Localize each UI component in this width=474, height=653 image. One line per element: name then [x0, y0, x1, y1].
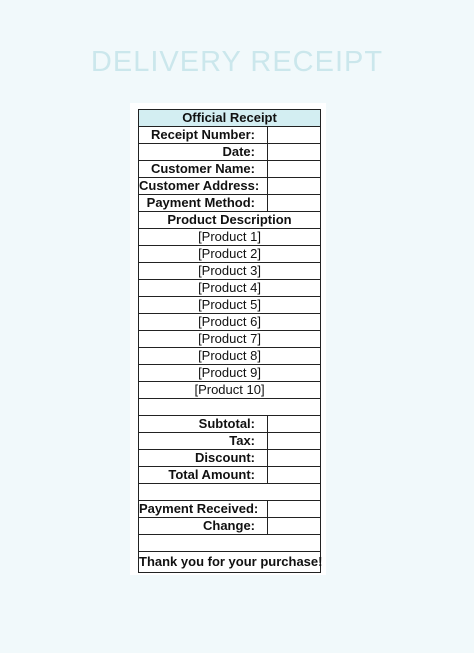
date-value[interactable]	[268, 144, 321, 161]
tax-label: Tax:	[139, 433, 268, 450]
product-row	[139, 246, 321, 263]
customer-name-value[interactable]	[268, 161, 321, 178]
payment-received-value[interactable]	[268, 501, 321, 518]
product-item-9[interactable]: [Product 9]	[139, 365, 321, 382]
change-value[interactable]	[268, 518, 321, 535]
payment-method-label: Payment Method:	[139, 195, 268, 212]
discount-value[interactable]	[268, 450, 321, 467]
payment-method-value[interactable]	[268, 195, 321, 212]
spacer-cell	[139, 399, 321, 416]
date-label: Date:	[139, 144, 268, 161]
product-item-5[interactable]: [Product 5]	[139, 297, 321, 314]
spacer-row	[139, 484, 321, 501]
product-item-4[interactable]: [Product 4]	[139, 280, 321, 297]
product-item-1[interactable]: [Product 1]	[139, 229, 321, 246]
payment-row-received	[139, 501, 321, 518]
spacer-row	[139, 399, 321, 416]
product-row	[139, 297, 321, 314]
product-row	[139, 314, 321, 331]
spacer-row	[139, 535, 321, 552]
total-row-tax	[139, 433, 321, 450]
product-item-3[interactable]: [Product 3]	[139, 263, 321, 280]
receipt-table	[138, 109, 321, 573]
payment-row-change	[139, 518, 321, 535]
product-row	[139, 229, 321, 246]
change-label: Change:	[139, 518, 268, 535]
product-row	[139, 382, 321, 399]
discount-label: Discount:	[139, 450, 268, 467]
total-row-total-amount	[139, 467, 321, 484]
field-row-receipt-number	[139, 127, 321, 144]
field-row-customer-address	[139, 178, 321, 195]
receipt-number-label: Receipt Number:	[139, 127, 268, 144]
product-row	[139, 280, 321, 297]
subtotal-label: Subtotal:	[139, 416, 268, 433]
receipt-header: Official Receipt	[139, 110, 321, 127]
product-item-7[interactable]: [Product 7]	[139, 331, 321, 348]
total-row-subtotal	[139, 416, 321, 433]
footer-row	[139, 552, 321, 573]
tax-value[interactable]	[268, 433, 321, 450]
customer-address-label: Customer Address:	[139, 178, 268, 195]
product-row	[139, 331, 321, 348]
products-header-row	[139, 212, 321, 229]
page-title: DELIVERY RECEIPT	[90, 46, 384, 78]
subtotal-value[interactable]	[268, 416, 321, 433]
total-amount-value[interactable]	[268, 467, 321, 484]
product-row	[139, 348, 321, 365]
payment-received-label: Payment Received:	[139, 501, 268, 518]
spacer-cell	[139, 535, 321, 552]
customer-address-value[interactable]	[268, 178, 321, 195]
field-row-date	[139, 144, 321, 161]
spacer-cell	[139, 484, 321, 501]
field-row-payment-method	[139, 195, 321, 212]
product-item-10[interactable]: [Product 10]	[139, 382, 321, 399]
receipt-header-row	[139, 110, 321, 127]
customer-name-label: Customer Name:	[139, 161, 268, 178]
thank-you-message: Thank you for your purchase!	[139, 552, 321, 573]
product-row	[139, 263, 321, 280]
field-row-customer-name	[139, 161, 321, 178]
products-header: Product Description	[139, 212, 321, 229]
product-item-6[interactable]: [Product 6]	[139, 314, 321, 331]
total-amount-label: Total Amount:	[139, 467, 268, 484]
total-row-discount	[139, 450, 321, 467]
product-row	[139, 365, 321, 382]
receipt-number-value[interactable]	[268, 127, 321, 144]
product-item-2[interactable]: [Product 2]	[139, 246, 321, 263]
product-item-8[interactable]: [Product 8]	[139, 348, 321, 365]
